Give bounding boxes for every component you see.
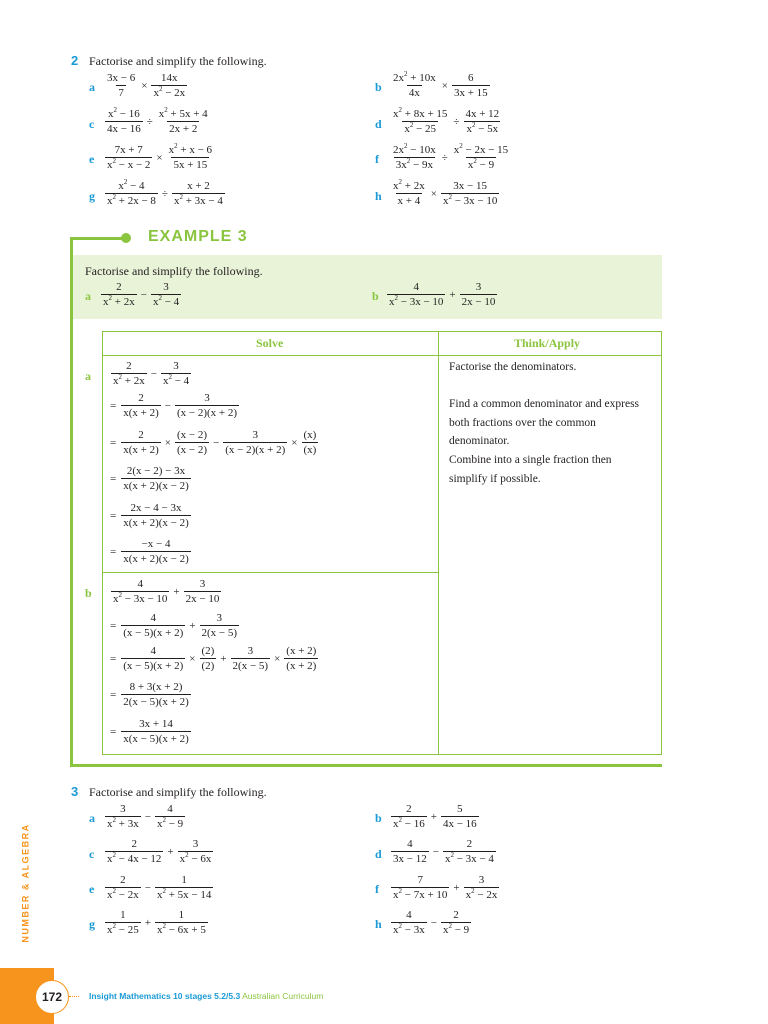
part-label: h [375,189,382,203]
operator: ÷ [161,187,168,200]
denominator: $x^2 - 3x$ [393,922,425,936]
numerator: 3 [173,360,179,372]
numerator: (x + 2) [286,645,317,657]
operator: + [453,881,460,894]
numerator: $2x^2 - 10x$ [393,142,436,156]
example-title: EXAMPLE 3 [148,228,248,245]
fraction [175,429,209,456]
expression [100,281,182,308]
operator: ÷ [453,115,460,128]
denominator: 4x [408,87,420,99]
numerator: 1 [181,874,187,886]
expression [390,803,480,830]
fraction [284,645,318,672]
fraction [391,909,427,936]
denominator: (2) [201,660,215,672]
equals-sign: = [110,472,117,485]
equals-sign: = [110,509,117,522]
fraction [452,144,510,171]
example-instruction: Factorise and simplify the following. [85,264,263,278]
fraction [391,838,429,865]
fraction [441,180,499,207]
fraction [121,465,191,492]
numerator: 3 [475,281,482,293]
expression [390,838,497,865]
fraction [155,909,208,936]
denominator: (x − 5)(x + 2) [123,660,184,672]
part-label: g [89,917,95,931]
fraction [391,180,427,207]
operator: − [213,436,220,449]
numerator: 2 [453,909,459,921]
numerator: 14x [161,72,178,84]
numerator: 1 [178,909,185,921]
operator: + [430,810,437,823]
example-bullet-icon [121,233,131,243]
operator: + [220,652,227,665]
numerator: 2 [406,803,412,815]
equals-sign: = [110,652,117,665]
fraction [151,72,187,99]
numerator: 4 [150,612,156,624]
operator: × [291,436,298,449]
solve-step [110,612,240,639]
denominator: (x + 2) [286,660,317,672]
denominator: $x^2 + 5x - 14$ [156,887,212,901]
equals-sign: = [110,399,117,412]
fraction [391,144,438,171]
equals-sign: = [110,436,117,449]
operator: − [430,916,437,929]
fraction [184,578,222,605]
expression [104,803,186,830]
numerator: 3x − 15 [453,180,487,192]
operator: × [164,436,171,449]
operator: + [173,585,180,598]
denominator: (x − 5)(x + 2) [123,627,184,639]
fraction [452,72,490,99]
numerator: 2 [120,874,126,886]
denominator: $x^2 - 2x$ [465,887,498,901]
numerator: 6 [468,72,474,84]
expression [390,909,472,936]
numerator: 4 [150,645,156,657]
fraction [391,803,427,830]
column-divider [438,331,439,755]
operator: − [144,881,151,894]
numerator: −x − 4 [141,538,171,550]
expression [104,72,188,99]
fraction [178,838,214,865]
denominator: $x^2 - 6x + 5$ [156,922,206,936]
denominator: 4x − 16 [107,123,141,135]
denominator: 2x − 10 [185,593,220,605]
think-step-1: Factorise the denominators. [449,361,577,373]
part-label: h [375,917,382,931]
denominator: $x^2 - 3x - 10$ [113,591,168,605]
denominator: $x^2 - 3x - 10$ [442,193,498,207]
fraction [121,429,161,456]
numerator: (2) [201,645,215,657]
fraction [172,180,225,207]
denominator: $x^2 - 2x$ [107,887,139,901]
denominator: $x^2 + 2x - 8$ [107,193,156,207]
denominator: x(x + 2) [123,444,159,456]
numerator: 2 [138,392,144,404]
numerator: 2 [466,838,473,850]
numerator: 5 [457,803,463,815]
solve-step [110,681,192,708]
denominator: x(x − 5)(x + 2) [123,733,189,745]
numerator: x + 2 [187,180,210,192]
denominator: $x^2 + 3x - 4$ [173,193,223,207]
book-title: Insight Mathematics 10 stages 5.2/5.3 [89,991,241,1001]
part-label: a [89,811,95,825]
page-number: 172 [35,980,69,1014]
part-label: d [375,847,382,861]
part-label: a [89,80,95,94]
numerator: $x^2 + 2x$ [393,178,425,192]
part-label: c [89,847,95,861]
section-side-label: NUMBER & ALGEBRA [20,823,31,943]
solve-step [110,502,192,529]
denominator: $x^2 - 25$ [404,121,437,135]
part-label: a [85,289,91,303]
denominator: 2x − 10 [461,296,496,308]
numerator: (x − 2) [176,429,207,441]
question-3-number: 3 [71,784,79,799]
denominator: 2(x − 5) [232,660,269,672]
denominator: $x^2 - 9$ [156,816,184,830]
denominator: $x^2 - x - 2$ [107,157,151,171]
fraction [105,144,152,171]
row-divider [102,572,439,573]
fraction [121,681,191,708]
column-header-think-apply: Think/Apply [514,336,581,350]
fraction [391,108,449,135]
expression [390,72,491,99]
part-label: e [89,152,95,166]
expression [390,144,511,171]
equals-sign: = [110,725,117,738]
part-label: b [375,811,382,825]
numerator: 4 [407,838,413,850]
numerator: 1 [120,909,126,921]
numerator: 4 [413,281,419,293]
numerator: 4 [137,578,143,590]
denominator: (x − 2) [176,444,207,456]
operator: ÷ [441,151,448,164]
expression [104,144,215,171]
numerator: 7 [417,874,423,886]
expression [104,874,214,901]
numerator: 2 [116,281,122,293]
denominator: 7 [118,87,124,99]
numerator: 3 [216,612,223,624]
header-divider [102,355,662,356]
denominator: $x^2 - 6x$ [179,851,212,865]
example-border-top [70,237,125,240]
numerator: 8 + 3(x + 2) [129,681,183,693]
operator: × [189,652,196,665]
numerator: 3x + 14 [139,718,173,730]
part-label: f [375,882,379,896]
fraction [464,874,500,901]
numerator: 2(x − 2) − 3x [126,465,186,477]
numerator: $2x^2 + 10x$ [393,70,436,84]
fraction [167,144,214,171]
denominator: $x^2 - 7x + 10$ [393,887,448,901]
fraction [441,909,471,936]
expression [390,874,500,901]
fraction [200,645,217,672]
operator: ÷ [146,115,153,128]
denominator: (x − 2)(x + 2) [225,444,286,456]
denominator: (x) [303,444,317,456]
fraction [105,838,163,865]
denominator: $x^2 - 9$ [467,157,495,171]
fraction [157,108,210,135]
expression [104,909,209,936]
denominator: $x^2 - 4x - 12$ [107,851,162,865]
numerator: (x) [303,429,317,441]
equals-sign: = [110,688,117,701]
operator: − [140,288,147,301]
denominator: x + 4 [397,195,421,207]
fraction [105,874,141,901]
part-label: b [372,289,379,303]
think-step-2: Find a common denominator and express both fractions over the common denominator. [449,398,640,447]
dotted-rule [69,996,79,997]
fraction [443,838,496,865]
column-header-solve: Solve [256,336,284,350]
fraction [223,429,287,456]
fraction [101,281,137,308]
operator: − [432,845,439,858]
fraction [121,718,191,745]
denominator: 3x + 15 [453,87,488,99]
fraction [105,909,141,936]
operator: − [164,399,171,412]
numerator: 3 [120,803,126,815]
denominator: x(x + 2)(x − 2) [123,480,189,492]
numerator: 4 [406,909,412,921]
part-label: b [375,80,382,94]
solve-step [110,645,319,672]
fraction [161,360,191,387]
fraction [200,612,240,639]
part-label: g [89,189,95,203]
denominator: $x^2 - 3x - 10$ [389,294,444,308]
numerator: 4x + 12 [465,108,500,120]
denominator: $3x^2 - 9x$ [395,157,433,171]
numerator: $x^2 - 16$ [108,106,140,120]
fraction [302,429,319,456]
operator: × [274,652,281,665]
numerator: 3 [192,838,199,850]
denominator: 3x − 12 [393,853,427,865]
numerator: 3 [247,645,254,657]
denominator: $x^2 - 9$ [442,922,470,936]
fraction [105,108,143,135]
denominator: x(x + 2) [123,407,159,419]
solve-label-a: a [85,369,91,383]
numerator: $x^2 - 2x - 15$ [453,142,509,156]
expression [104,108,211,135]
fraction [121,538,191,565]
denominator: $x^2 - 4$ [152,294,180,308]
numerator: $x^2 - 4$ [118,178,145,192]
denominator: $x^2 - 25$ [107,922,139,936]
numerator: 3 [163,281,169,293]
numerator: 3 [199,578,206,590]
numerator: 4 [167,803,173,815]
operator: + [189,619,196,632]
fraction [155,803,185,830]
denominator: x(x + 2)(x − 2) [123,517,189,529]
question-3-instruction: Factorise and simplify the following. [89,785,267,799]
solve-step [110,429,319,456]
fraction [121,645,185,672]
denominator: $x^2 + 3x$ [107,816,139,830]
example-border-bottom [70,764,662,767]
numerator: $x^2 + 5x + 4$ [158,106,208,120]
fraction [111,360,147,387]
numerator: 7x + 7 [114,144,143,156]
part-label: e [89,882,95,896]
operator: × [141,79,148,92]
numerator: 2x − 4 − 3x [130,502,182,514]
fraction [111,578,169,605]
expression [104,838,214,865]
numerator: $x^2 + x - 6$ [168,142,213,156]
solve-step [110,718,192,745]
denominator: 5x + 15 [173,159,208,171]
fraction [121,502,191,529]
denominator: 4x − 16 [442,818,477,830]
solve-label-b: b [85,586,92,600]
denominator: $x^2 - 2x$ [153,85,186,99]
operator: × [441,79,448,92]
numerator: 2 [131,838,137,850]
expression [390,108,502,135]
part-label: f [375,152,379,166]
denominator: 2(x − 5)(x + 2) [123,696,189,708]
fraction [391,72,438,99]
expression [104,180,226,207]
numerator: 3 [204,392,210,404]
denominator: 2x + 2 [169,123,198,135]
think-step-3: Combine into a single fraction then simplify if possible. [449,454,612,485]
fraction [151,281,181,308]
denominator: $x^2 - 5x$ [466,121,499,135]
equals-sign: = [110,545,117,558]
example-border-left [70,238,73,767]
operator: + [449,288,456,301]
fraction [391,874,449,901]
denominator: (x − 2)(x + 2) [176,407,238,419]
operator: + [144,916,151,929]
fraction [460,281,498,308]
part-label: d [375,117,382,131]
denominator: $x^2 - 3x - 4$ [444,851,494,865]
fraction [231,645,271,672]
fraction [463,108,501,135]
fraction [155,874,213,901]
numerator: $x^2 + 8x + 15$ [393,106,448,120]
question-2-instruction: Factorise and simplify the following. [89,54,267,68]
part-label: c [89,117,95,131]
numerator: 3x − 6 [107,72,136,84]
fraction [387,281,445,308]
fraction [105,180,158,207]
denominator: x(x + 2)(x − 2) [123,553,189,565]
denominator: $x^2 + 2x$ [103,294,135,308]
fraction [121,612,185,639]
solve-step [110,360,192,387]
fraction [105,72,137,99]
operator: + [167,845,174,858]
question-2-number: 2 [71,53,79,68]
expression [386,281,498,308]
solve-step [110,392,240,419]
operator: × [430,187,437,200]
numerator: 2 [138,429,144,441]
solve-step [110,538,192,565]
footer-text [89,991,323,1001]
denominator: $x^2 + 2x$ [113,373,145,387]
operator: − [150,367,157,380]
book-subtitle: Australian Curriculum [242,991,324,1001]
operator: × [156,151,163,164]
denominator: $x^2 - 16$ [393,816,425,830]
solve-step [110,578,222,605]
operator: − [144,810,151,823]
numerator: 2 [126,360,132,372]
fraction [175,392,239,419]
dotted-rule [0,996,35,997]
fraction [441,803,479,830]
denominator: $x^2 - 4$ [162,373,190,387]
fraction [105,803,141,830]
solve-step [110,465,192,492]
expression [390,180,500,207]
numerator: 3 [478,874,485,886]
equals-sign: = [110,619,117,632]
denominator: 2(x − 5) [201,627,238,639]
numerator: 3 [252,429,258,441]
fraction [121,392,161,419]
